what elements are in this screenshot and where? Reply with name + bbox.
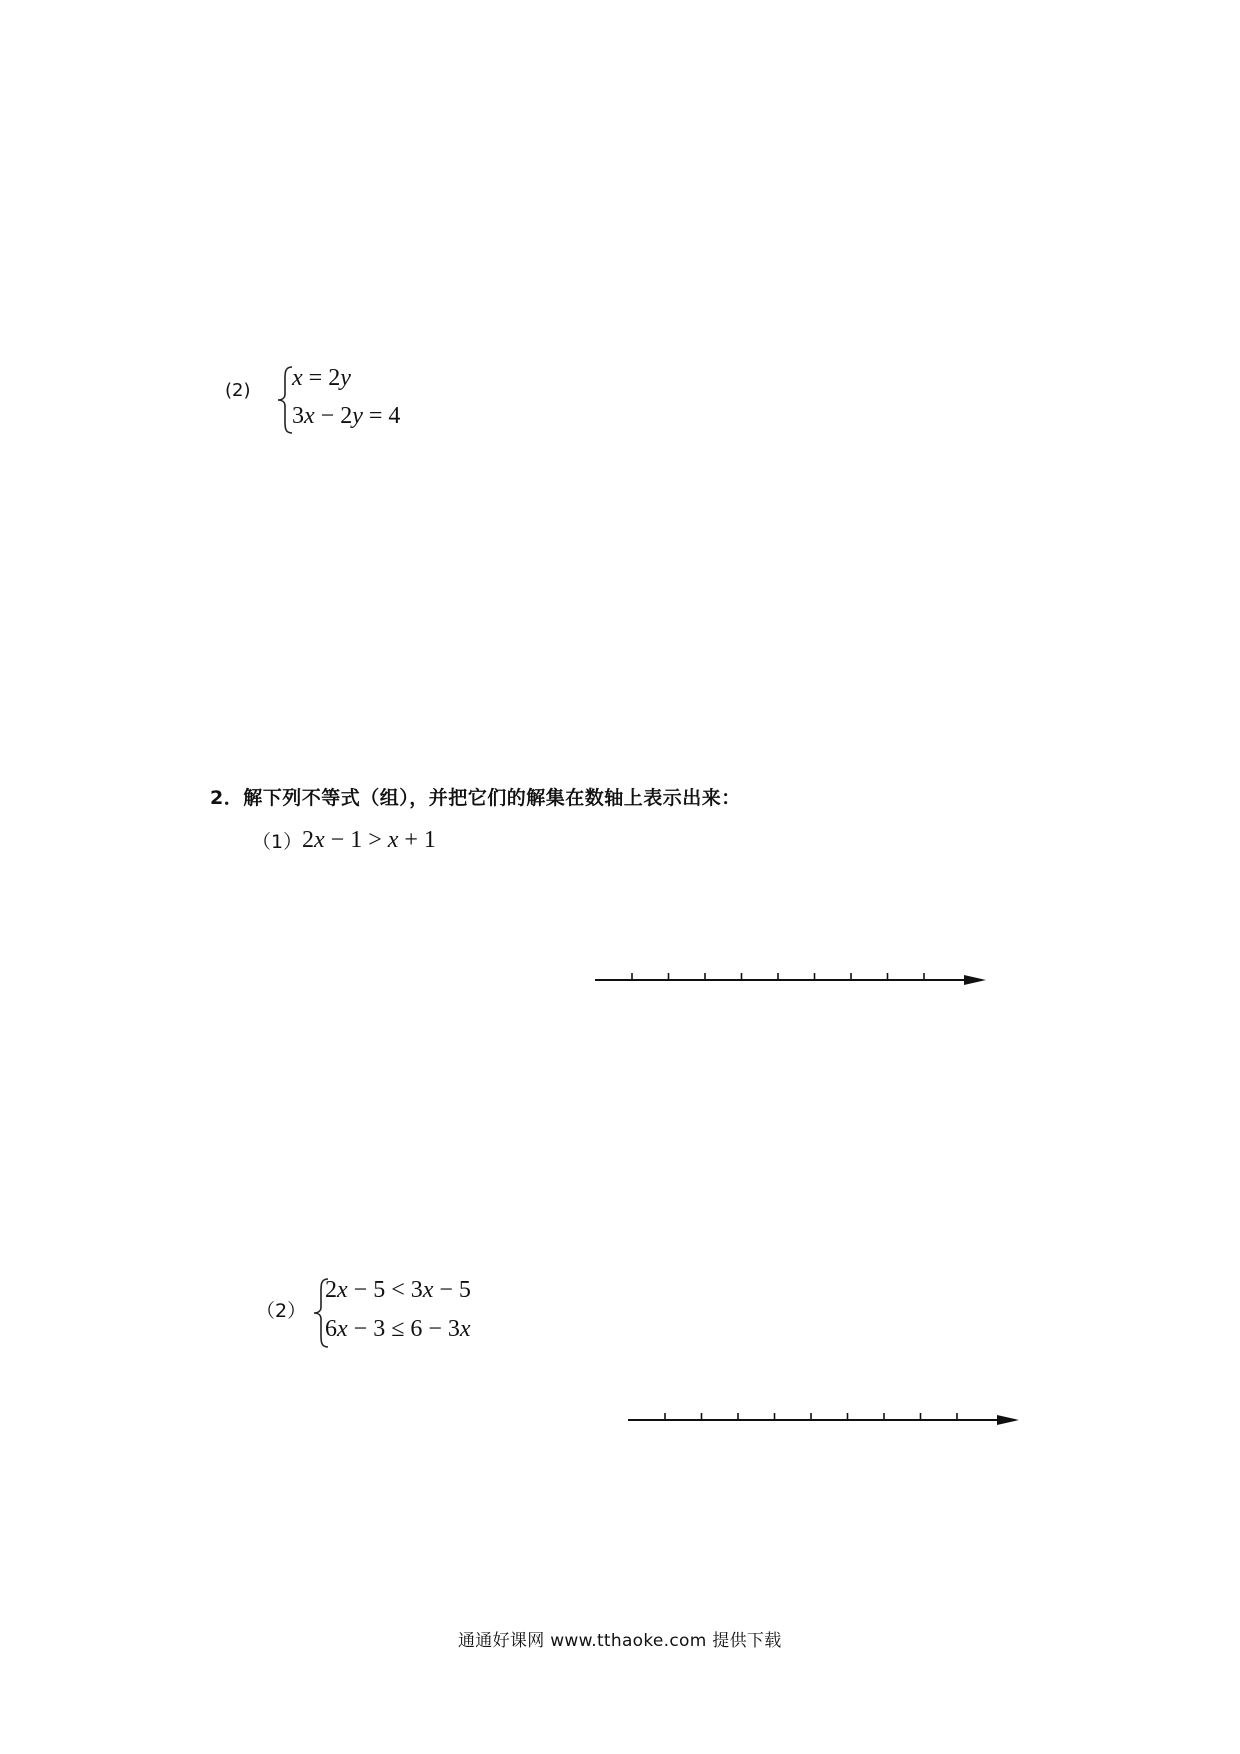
p1-part2-label: (2) bbox=[225, 380, 251, 401]
number-line-2[interactable] bbox=[628, 1405, 1028, 1435]
p1-part2-eq1: x = 2y bbox=[292, 365, 351, 391]
footer-text: 通通好课网 www.tthaoke.com 提供下载 bbox=[458, 1631, 782, 1651]
number-line-1[interactable] bbox=[595, 965, 995, 995]
p2-part1-label: （1） bbox=[252, 831, 303, 853]
p2-part1-inequality: 2x − 1 > x + 1 bbox=[302, 827, 436, 853]
p1-part2-eq2: 3x − 2y = 4 bbox=[292, 403, 401, 429]
p2-part2-label: （2） bbox=[256, 1300, 307, 1322]
problem2-heading: 2．解下列不等式（组），并把它们的解集在数轴上表示出来： bbox=[210, 787, 741, 809]
axis-arrow bbox=[997, 1415, 1019, 1425]
p2-part2-ineq2: 6x − 3 ≤ 6 − 3x bbox=[325, 1316, 471, 1342]
p2-part2-ineq1: 2x − 5 < 3x − 5 bbox=[325, 1277, 471, 1303]
axis-arrow bbox=[964, 975, 986, 985]
